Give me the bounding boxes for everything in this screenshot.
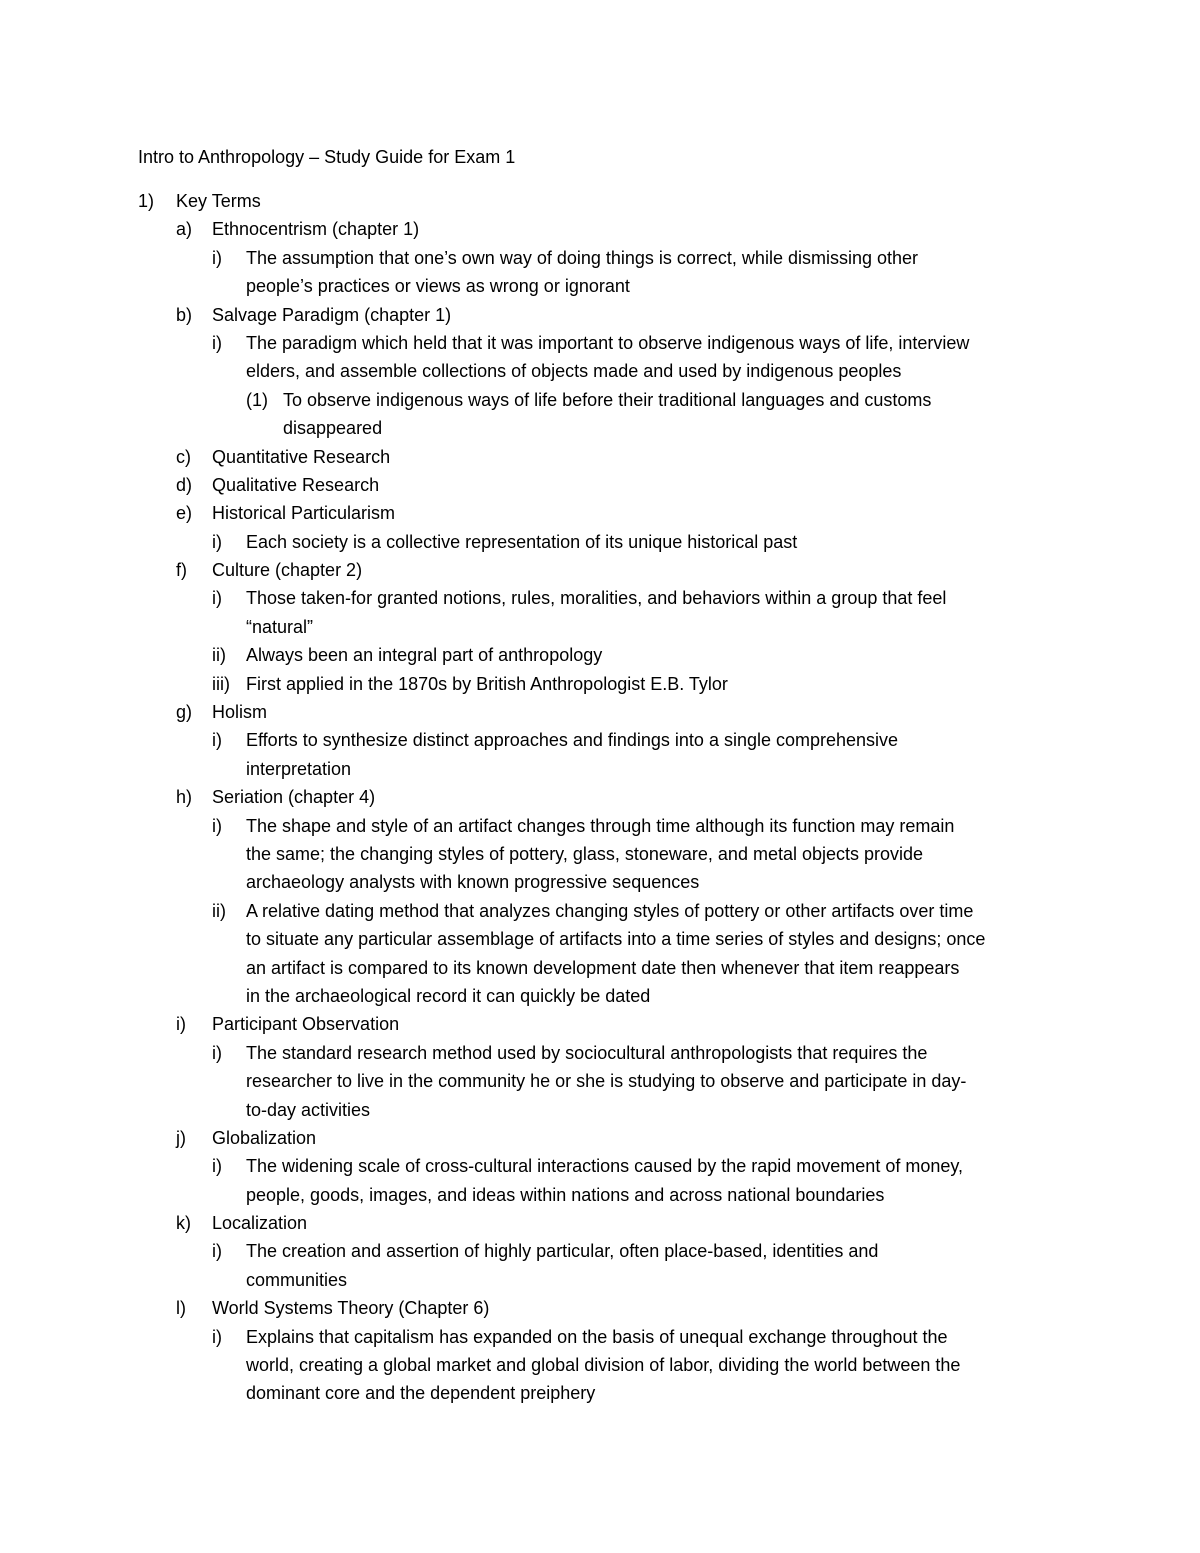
- outline-line: [0, 1096, 1200, 1124]
- list-item-text: to situate any particular assemblage of artifacts into a time series of styles and designs; once: [246, 929, 986, 950]
- list-item-text: Explains that capitalism has expanded on the basis of unequal exchange throughout the: [246, 1326, 948, 1347]
- list-marker: h): [176, 787, 193, 808]
- list-item-text: The shape and style of an artifact changes through time although its function may remain: [246, 815, 955, 836]
- list-item-text: people’s practices or views as wrong or ignorant: [246, 276, 630, 297]
- outline-line: [0, 1010, 1200, 1038]
- list-marker: i): [212, 588, 222, 609]
- list-item-text: To observe indigenous ways of life before their traditional languages and customs: [283, 389, 932, 410]
- list-marker: e): [176, 503, 193, 524]
- outline-line: [0, 1379, 1200, 1407]
- outline-line: [0, 1124, 1200, 1152]
- list-item-text: Those taken-for granted notions, rules, moralities, and behaviors within a group that feel: [246, 588, 947, 609]
- outline-line: [0, 897, 1200, 925]
- list-item-text: A relative dating method that analyzes changing styles of pottery or other artifacts over time: [246, 900, 974, 921]
- list-item-text: Each society is a collective representation of its unique historical past: [246, 531, 798, 552]
- list-item-text: world, creating a global market and global division of labor, dividing the world between the: [246, 1355, 961, 1376]
- list-item-text: in the archaeological record it can quickly be dated: [246, 985, 651, 1006]
- outline-line: [0, 528, 1200, 556]
- list-marker: k): [176, 1213, 191, 1234]
- outline-list: [0, 187, 1200, 1408]
- outline-line: [0, 187, 1200, 215]
- outline-line: [0, 471, 1200, 499]
- list-item-text: The paradigm which held that it was important to observe indigenous ways of life, interview: [246, 332, 970, 353]
- outline-line: [0, 556, 1200, 584]
- outline-line: [0, 215, 1200, 243]
- list-marker: i): [212, 1156, 222, 1177]
- list-item-text: The creation and assertion of highly particular, often place-based, identities and: [246, 1241, 879, 1262]
- list-marker: 1): [138, 191, 155, 211]
- outline-line: [0, 783, 1200, 811]
- outline-line: [0, 868, 1200, 896]
- list-marker: i): [212, 531, 222, 552]
- list-item-text: Seriation (chapter 4): [212, 787, 376, 808]
- outline-line: [0, 812, 1200, 840]
- list-marker: (1): [246, 389, 268, 410]
- outline-line: [0, 329, 1200, 357]
- outline-line: [0, 641, 1200, 669]
- outline-line: [0, 670, 1200, 698]
- list-item-text: disappeared: [283, 418, 383, 439]
- list-item-text: Efforts to synthesize distinct approaches and findings into a single comprehensive: [246, 730, 899, 751]
- list-item-text: Quantitative Research: [212, 446, 391, 467]
- outline-line: [0, 272, 1200, 300]
- list-item-text: The widening scale of cross-cultural interactions caused by the rapid movement of money,: [246, 1156, 964, 1177]
- list-marker: d): [176, 474, 193, 495]
- outline-line: [0, 1351, 1200, 1379]
- list-marker: ii): [212, 900, 226, 921]
- list-marker: i): [176, 1014, 186, 1035]
- list-marker: i): [212, 1042, 222, 1063]
- outline-line: [0, 499, 1200, 527]
- list-marker: l): [176, 1298, 186, 1319]
- list-marker: i): [212, 247, 222, 268]
- list-item-text: World Systems Theory (Chapter 6): [212, 1298, 490, 1319]
- outline-line: [0, 1181, 1200, 1209]
- list-marker: g): [176, 702, 193, 723]
- list-item-text: Key Terms: [176, 191, 261, 211]
- list-item-text: elders, and assemble collections of objects made and used by indigenous peoples: [246, 361, 902, 382]
- outline-line: [0, 443, 1200, 471]
- list-item-text: The standard research method used by sociocultural anthropologists that requires the: [246, 1042, 928, 1063]
- list-item-text: Always been an integral part of anthropology: [246, 645, 603, 666]
- outline-line: [0, 414, 1200, 442]
- list-marker: f): [176, 560, 187, 581]
- list-item-text: Culture (chapter 2): [212, 560, 363, 581]
- outline-line: [0, 357, 1200, 385]
- outline-line: [0, 726, 1200, 754]
- outline-line: [0, 1152, 1200, 1180]
- list-item-text: Participant Observation: [212, 1014, 400, 1035]
- outline-line: [0, 1067, 1200, 1095]
- list-item-text: people, goods, images, and ideas within nations and across national boundaries: [246, 1184, 885, 1205]
- list-item-text: an artifact is compared to its known development date then whenever that item reappears: [246, 957, 960, 978]
- list-item-text: Holism: [212, 702, 268, 723]
- list-marker: i): [212, 815, 222, 836]
- document-title: Intro to Anthropology – Study Guide for Exam 1: [138, 147, 516, 167]
- list-item-text: archaeology analysts with known progressive sequences: [246, 872, 700, 893]
- list-item-text: interpretation: [246, 758, 352, 779]
- list-item-text: Globalization: [212, 1127, 317, 1148]
- list-item-text: Ethnocentrism (chapter 1): [212, 219, 420, 240]
- list-marker: i): [212, 1326, 222, 1347]
- list-item-text: Historical Particularism: [212, 503, 396, 524]
- outline-line: [0, 1266, 1200, 1294]
- outline-line: [0, 1294, 1200, 1322]
- outline-line: [0, 840, 1200, 868]
- list-item-text: communities: [246, 1269, 348, 1290]
- list-marker: i): [212, 332, 222, 353]
- outline-line: [0, 1323, 1200, 1351]
- list-item-text: “natural”: [246, 616, 314, 637]
- outline-line: [0, 954, 1200, 982]
- list-item-text: Salvage Paradigm (chapter 1): [212, 304, 452, 325]
- outline-line: [0, 386, 1200, 414]
- list-item-text: The assumption that one’s own way of doing things is correct, while dismissing other: [246, 247, 919, 268]
- list-marker: c): [176, 446, 191, 467]
- list-marker: a): [176, 219, 193, 240]
- list-marker: b): [176, 304, 193, 325]
- list-item-text: Localization: [212, 1213, 308, 1234]
- outline-line: [0, 1237, 1200, 1265]
- outline-line: [0, 301, 1200, 329]
- list-item-text: dominant core and the dependent preiphery: [246, 1383, 596, 1404]
- list-item-text: the same; the changing styles of pottery, glass, stoneware, and metal objects provide: [246, 843, 924, 864]
- outline-line: [0, 1039, 1200, 1067]
- outline-line: [0, 613, 1200, 641]
- outline-line: [0, 1209, 1200, 1237]
- list-item-text: to-day activities: [246, 1099, 371, 1120]
- list-marker: i): [212, 1241, 222, 1262]
- outline-line: [0, 244, 1200, 272]
- outline-line: [0, 698, 1200, 726]
- list-marker: j): [176, 1127, 186, 1148]
- list-item-text: Qualitative Research: [212, 474, 380, 495]
- outline-line: [0, 584, 1200, 612]
- outline-line: [0, 925, 1200, 953]
- list-item-text: First applied in the 1870s by British Anthropologist E.B. Tylor: [246, 673, 728, 694]
- list-item-text: researcher to live in the community he or she is studying to observe and participate in day-: [246, 1071, 967, 1092]
- outline-line: [0, 755, 1200, 783]
- list-marker: iii): [212, 673, 230, 694]
- list-marker: i): [212, 730, 222, 751]
- list-marker: ii): [212, 645, 226, 666]
- outline-line: [0, 982, 1200, 1010]
